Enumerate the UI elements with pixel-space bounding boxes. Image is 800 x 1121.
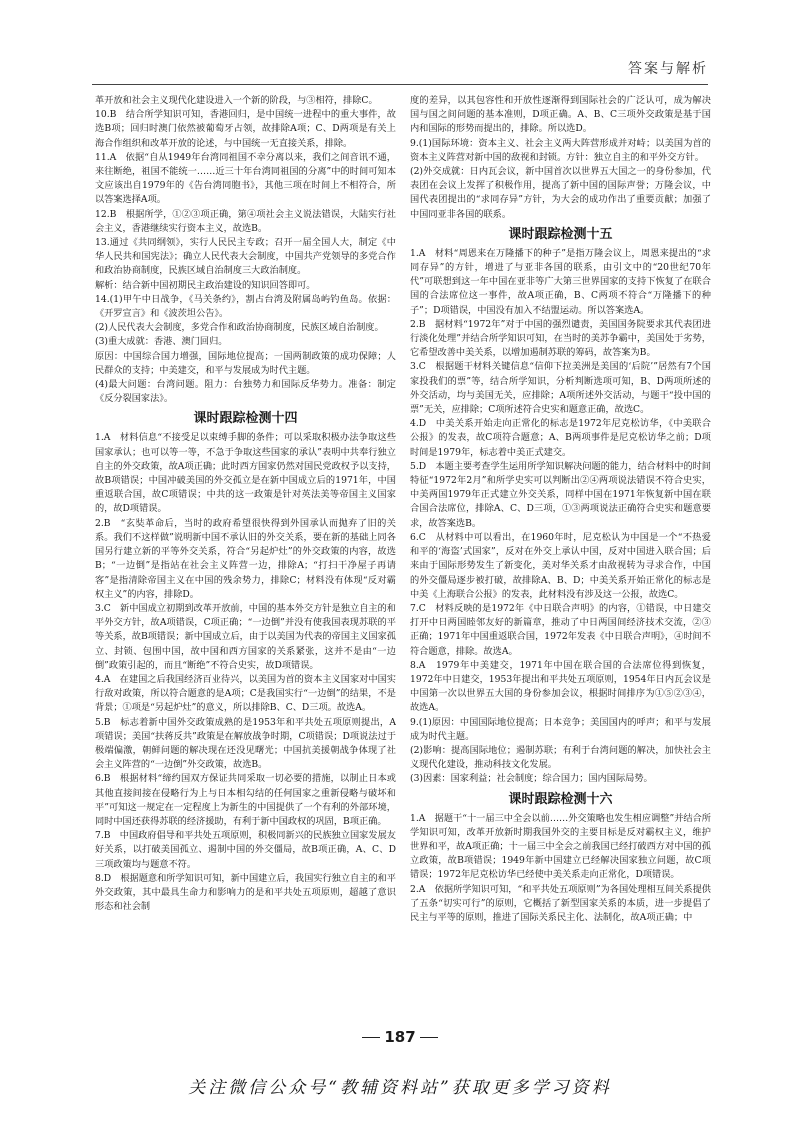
answer-paragraph: 12.B 根据所学，①②③项正确，第④项社会主义说法错误，大陆实行社会主义，香港继续实行资本主义，故选B。 (95, 208, 396, 234)
answer-paragraph: 1.A 据题干“十一届三中全会以前……外交策略也发生相应调整”并结合所学知识可知，改革开放新时期我国外交的主要目标是反对霸权主义，维护世界和平，故A项正确；十一届三中全会之前我国已经打破西方对中国的孤立政策，故B项错误；1949年新中国建立已经解决国家独立问题，故C项错误；1972年尼克松访华已经使中美关系走向正常化，D项错误。 (410, 812, 711, 881)
section-title: 课时跟踪检测十四 (193, 411, 298, 427)
answer-paragraph: 6.C 从材料中可以看出，在1960年时，尼克松认为中国是一个“不热爱和平的‘海盗’式国家”，反对在外交上承认中国，反对中国进入联合国；后来由于国际形势发生了新变化，美对华关系才由敌视转为寻求合作，中国的外交僵局逐步被打破，故排除A、B、D；中美关系开始正常化的标志是中美《上海联合公报》的发表，此材料没有涉及这一公报，故选C。 (410, 531, 711, 600)
answer-paragraph: (3)重大成就：香港、澳门回归。 (95, 336, 228, 348)
answer-paragraph: 9.(1)原因：中国国际地位提高；日本竞争；美国国内的呼声；和平与发展成为时代主题。 (410, 716, 711, 742)
answer-paragraph: (3)因素：国家利益；社会制度；综合国力；国内国际局势。 (410, 773, 653, 785)
left-column (95, 94, 396, 1024)
answer-paragraph: 革开放和社会主义现代化建设进入一个新的阶段，与③相符，排除C。 (95, 95, 378, 106)
answer-paragraph: 4.A 在建国之后我国经济百业待兴，以美国为首的资本主义国家对中国实行敌对政策，所以符合题意的是A项；C是我国实行“一边倒”的结果，不是背景；①项是“另起炉灶”的意义，所以排除B、C、D三项。故选A。 (95, 673, 396, 714)
footer-note: 关注微信公众号“教辅资料站”获取更多学习资料 (188, 1078, 612, 1098)
answer-paragraph: 8.A 1979年中美建交，1971年中国在联合国的合法席位得到恢复，1972年中日建交，1953年提出和平共处五项原则，1954年日内瓦会议是中国第一次以世界五大国的身份参加会议，根据时间排序为①⑤②③④，故选A。 (410, 659, 711, 714)
answer-paragraph: 原因：中国综合国力增强，国际地位提高；一国两制政策的成功保障；人民群众的支持；中美建交，和平与发展成为时代主题。 (95, 350, 396, 376)
answer-paragraph: 4.D 中美关系开始走向正常化的标志是1972年尼克松访华，《中美联合公报》的发表，故C项符合题意；A、B两项事件是尼克松访华之前；D项时间是1979年，标志着中美正式建交。 (410, 418, 711, 458)
answer-paragraph: 11.A 依据“自从1949年台湾同祖国不幸分离以来，我们之间音讯不通，来往断绝，祖国不能统一……近三十年台湾同祖国的分离”中的时间可知本文应该出自1979年的《告台湾同胞书》，其他三项在时间上不相符合，所以答案选择A项。 (95, 151, 396, 206)
section-title: 课时跟踪检测十六 (508, 791, 613, 807)
answer-paragraph: 5.D 本题主要考查学生运用所学知识解决问题的能力，结合材料中的时间特征“1972年2月”和所学史实可以判断出②④两项说法错误不符合史实，中美两国1979年正式建立外交关系，同样中国在1971年恢复新中国在联合国合法席位，排除A、C、D三项，①③两项说法正确符合史实和题意要求，故答案选B。 (410, 460, 711, 529)
page-number-dash-right (420, 1037, 438, 1038)
answer-paragraph: 2.B “玄奘革命后，当时的政府希望很快得到外国承认而抛弃了旧的关系。我们不这样做”说明新中国不承认旧的外交关系，要在新的基础上同各国另行建立新的平等外交关系，符合“另起炉灶”的外交政策的内容，故选B；“一边倒”是指站在社会主义阵营一边，排除A；“打扫干净屋子再请客”是指清除帝国主义在中国的残余势力，排除C；材料没有体现“反对霸权主义”的内容，排除D。 (95, 517, 396, 600)
answer-paragraph: (2)人民代表大会制度，多党合作和政治协商制度，民族区域自治制度。 (95, 322, 384, 334)
answer-paragraph: 3.C 新中国成立初期到改革开放前，中国的基本外交方针是独立自主的和平外交方针，故A项错误，C项正确；“一边倒”并没有使我国表现苏联的平等关系，故B项错误；新中国成立后，由于以美国为代表的帝国主义国家孤立、封锁、包围中国，故中国和西方国家的关系紧张，这并不是由“一边倒”政策引起的，而且“断绝”不符合史实，故D项错误。 (95, 602, 396, 671)
answer-paragraph: 9.(1)国际环境：资本主义、社会主义两大阵营形成并对峙；以美国为首的资本主义阵营对新中国的敌视和封锁。方针：独立自主的和平外交方针。 (410, 137, 711, 163)
answer-paragraph: 10.B 结合所学知识可知，香港回归，是中国统一进程中的重大事件，故选B项；回归时澳门依然被葡萄牙占领，故排除A项；C、D两项是有关上海合作组织和改革开放的论述，与中国统一无直接关系，排除。 (95, 109, 396, 149)
answer-paragraph: (4)最大问题：台湾问题。阻力：台独势力和国际反华势力。准备：制定《反分裂国家法》。 (95, 379, 396, 405)
answer-paragraph: 2.A 依据所学知识可知，“和平共处五项原则”为各国处理相互间关系提供了五条“切实可行”的原则，它概括了新型国家关系的本质，进一步提倡了民主与平等的原则，推进了国际关系民主化、法制化，故A项正确；中 (410, 883, 711, 923)
answer-columns (95, 94, 711, 1024)
header-rule (92, 84, 708, 85)
answer-paragraph: 6.B 根据材料“缔约国双方保证共同采取一切必要的措施，以制止日本或其他直接间接在侵略行为上与日本相勾结的任何国家之重新侵略与破坏和平”可知这一规定在一定程度上为新生的中国提供了一个有利的外部环境，同时中国还获得苏联的经济援助，有利于新中国政权的巩固，B项正确。 (95, 773, 396, 827)
page-header (0, 0, 800, 92)
page-number-text: 187 (384, 1028, 416, 1046)
answer-paragraph: 7.B 中国政府倡导和平共处五项原则，积极同新兴的民族独立国家发展友好关系，以打破美国孤立、遏制中国的外交僵局，故B项正确，A、C、D三项政策均与题意不符。 (95, 830, 396, 870)
header-title: 答案与解析 (628, 61, 708, 77)
answer-paragraph: (2)外交成就：日内瓦会议，新中国首次以世界五大国之一的身份参加，代表团在会议上发挥了积极作用，提高了新中国的国际声誉；万隆会议，中国代表团提出的“求同存异”方针，为大会的成功作出了重要贡献；加强了中国同亚非各国的联系。 (410, 166, 711, 220)
answer-paragraph: 14.(1)甲午中日战争，《马关条约》，割占台湾及附属岛屿钓鱼岛。依据：《开罗宣言》和《波茨坦公告》。 (95, 293, 396, 320)
answer-paragraph: 解析：结合新中国初期民主政治建设的知识回答即可。 (95, 279, 316, 291)
answer-paragraph: 1.A 材料“周恩来在万隆播下的种子”是指万隆会议上，周恩来提出的“求同存异”的方针，增进了与亚非各国的联系，由引文中的“20世纪70年代”可联想到这一年中国在亚非等广大第三世界国家的支持下恢复了在联合国的合法席位这一事件，故A项正确，B、C两项不符合“万隆播下的种子”；D项错误，中国没有加入不结盟运动。所以答案选A。 (410, 247, 711, 316)
answer-paragraph: 13.通过《共同纲领》，实行人民民主专政；召开一届全国人大，制定《中华人民共和国宪法》；确立人民代表大会制度，中国共产党领导的多党合作和政治协商制度，民族区域自治制度三大政治制度。 (95, 237, 396, 277)
section-title: 课时跟踪检测十五 (508, 226, 613, 242)
answer-paragraph: 3.C 根据题干材料关键信息“信仰下拉美洲是美国的‘后院’”居然有7个国家投我们的票”等，结合所学知识，分析判断选项可知，B、D两项所述的外交活动，均与美国无关，应排除；A项所述外交活动，与题干“投中国的票”无关，应排除；C项所述符合史实和题意正确，故选C。 (410, 361, 711, 416)
answer-paragraph: 2.B 据材料“1972年”对于中国的强烈谴责，美国国务院要求其代表团进行淡化处理”并结合所学知识可知，在当时的美苏争霸中，美国处于劣势，它希望改善中美关系，以增加遏制苏联的筹码，故答案为B。 (410, 318, 711, 359)
answer-paragraph: (2)影响：提高国际地位；遏制苏联；有利于台湾问题的解决，加快社会主义现代化建设，推动科技文化发展。 (410, 744, 711, 771)
right-column (410, 94, 711, 1024)
answer-paragraph: 8.D 根据题意和所学知识可知，新中国建立后，我国实行独立自主的和平外交政策，其中最具生命力和影响力的是和平共处五项原则，超越了意识形态和社会制 (95, 872, 396, 913)
page-number (0, 1028, 800, 1046)
answer-paragraph: 1.A 材料信息“不接受足以束缚手脚的条件；可以采取积极办法争取这些国家承认；也可以等一等，不急于争取这些国家的承认”表明中共奉行独立自主的外交政策，故A项正确；此时西方国家仍然对国民党政权予以支持，故B项错误；中国冲破美国的外交孤立是在新中国成立后的1971年，中国重返联合国，故C项错误；中共的这一政策是针对英法美等帝国主义国家的，故D项错误。 (95, 432, 396, 515)
answer-paragraph: 7.C 材料反映的是1972年《中日联合声明》的内容，①错误，中日建交打开中日两国睦邻友好的新篇章，推动了中日两国间经济技术交流，②③正确；1971年中国重返联合国，1972年发表《中日联合声明》，④时间不符合题意，排除。故选A。 (410, 602, 711, 657)
page-number-dash-left (362, 1037, 380, 1038)
answer-paragraph: 度的差异，以其包容性和开放性逐渐得到国际社会的广泛认可，成为解决国与国之间问题的基本准则，D项正确。A、B、C三项外交政策是基于国内和国际的形势而提出的，排除。所以选D。 (410, 95, 711, 135)
answer-paragraph: 5.B 标志着新中国外交政策成熟的是1953年和平共处五项原则提出，A项错误；美国“扶蒋反共”政策是在解放战争时期，C项错误；D项说法过于极端偏激，朝鲜问题的解决现在还没见曙光；中国抗美援朝战争体现了社会主义阵营的“一边倒”外交政策，故选B。 (95, 716, 396, 771)
